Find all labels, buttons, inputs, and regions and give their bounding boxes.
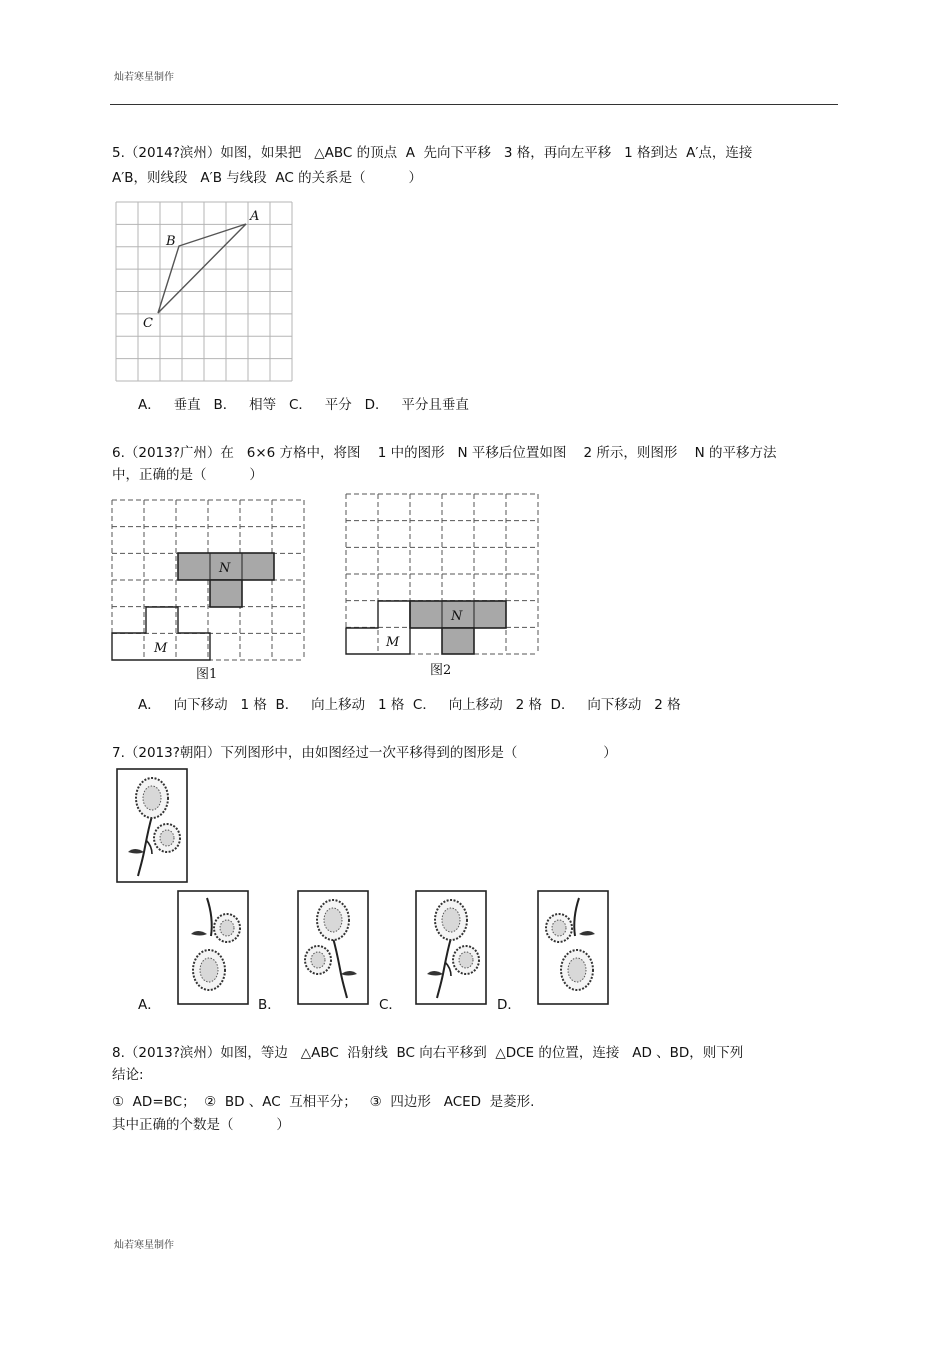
q7-text-line1: 7.（2013?朝阳）下列图形中，由如图经过一次平移得到的图形是（ ） xyxy=(112,745,617,761)
q8-text-line2: 结论: xyxy=(112,1067,144,1083)
q7-reference-flower-image xyxy=(116,768,188,884)
q6-text-line2: 中，正确的是（ ） xyxy=(112,467,263,483)
page-footer: 灿若寒星制作 xyxy=(114,1240,174,1251)
page-header: 灿若寒星制作 xyxy=(114,72,174,83)
q5-grid-figure xyxy=(115,201,293,382)
fig1-caption: 图1 xyxy=(196,667,218,682)
q6-figure-2 xyxy=(346,494,542,679)
label-a: A xyxy=(250,209,260,224)
shape-n-label-2: N xyxy=(451,609,463,624)
shape-n-label: N xyxy=(219,561,231,576)
q6-figure-1 xyxy=(112,500,308,685)
q7-option-d-image xyxy=(537,890,609,1006)
fig2-caption: 图2 xyxy=(430,663,452,678)
label-b: B xyxy=(166,234,176,249)
q6-text-line1: 6.（2013?广州）在 6×6 方格中，将图 1 中的图形 N 平移后位置如图 2 所示，则图形 N 的平移方法 xyxy=(112,445,777,461)
q7-option-a-image xyxy=(177,890,249,1006)
q7-option-d-label: D． xyxy=(497,997,521,1013)
q7-option-b-label: B． xyxy=(258,997,281,1013)
q8-text-line4: 其中正确的个数是（ ） xyxy=(112,1117,290,1133)
q5-text-line1: 5.（2014?滨州）如图，如果把 △ABC 的顶点 A 先向下平移 3 格，再向左平移 1 格到达 A′点，连接 xyxy=(112,145,753,161)
header-rule xyxy=(110,104,838,105)
label-c: C xyxy=(143,316,153,331)
q5-options: A． 垂直 B． 相等 C． 平分 D． 平分且垂直 xyxy=(138,397,469,413)
shape-m-label: M xyxy=(154,641,168,656)
q7-option-c-image xyxy=(415,890,487,1006)
shape-m-label-2: M xyxy=(386,635,400,650)
q6-options: A． 向下移动 1 格 B． 向上移动 1 格 C． 向上移动 2 格 D． 向下移动 2 格 xyxy=(138,697,681,713)
q8-text-line3: ① AD=BC； ② BD 、AC 互相平分； ③ 四边形 ACED 是菱形. xyxy=(112,1094,535,1110)
q7-option-a-label: A． xyxy=(138,997,161,1013)
q7-option-c-label: C． xyxy=(379,997,402,1013)
q8-text-line1: 8.（2013?滨州）如图，等边 △ABC 沿射线 BC 向右平移到 △DCE 的位置，连接 AD 、BD，则下列 xyxy=(112,1045,744,1061)
q7-option-b-image xyxy=(297,890,369,1006)
q5-text-line2: A′B，则线段 A′B 与线段 AC 的关系是（ ） xyxy=(112,170,422,186)
